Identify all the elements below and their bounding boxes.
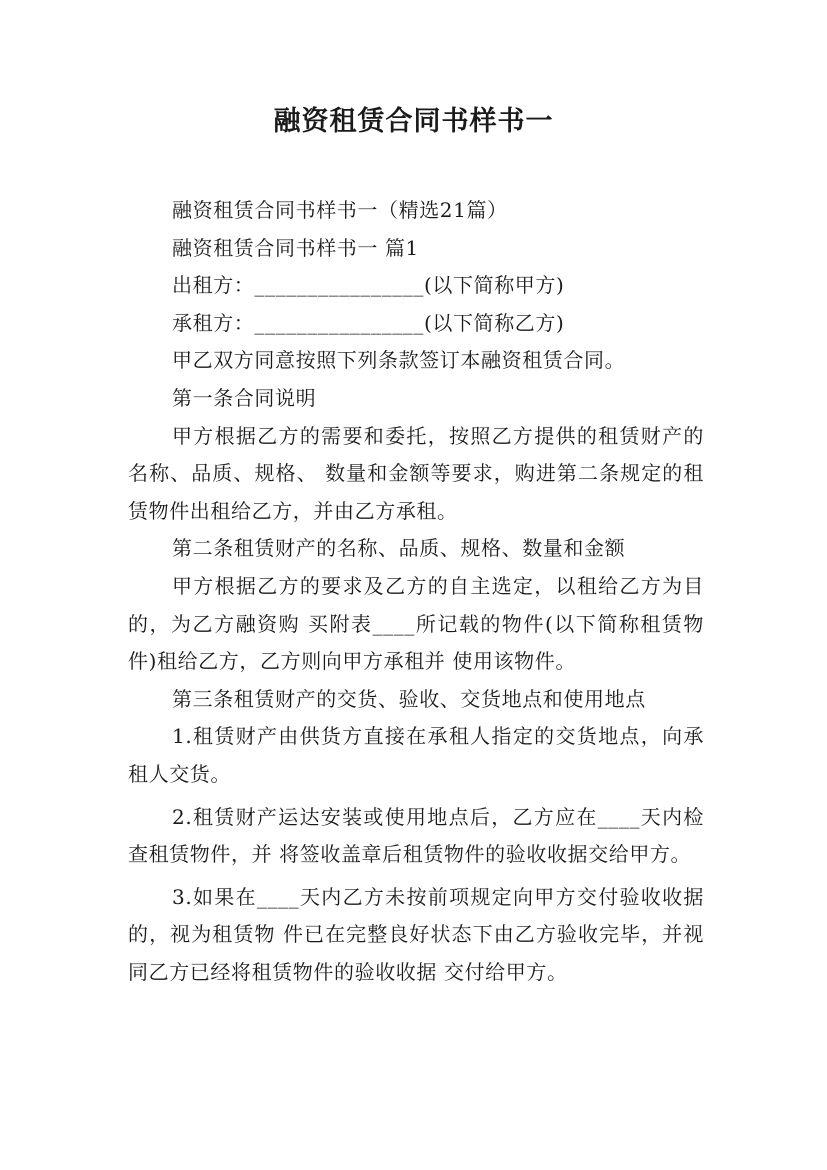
article-3-heading: 第三条租赁财产的交货、验收、交货地点和使用地点 [172,686,646,711]
document-title: 融资租赁合同书样书一 [273,106,554,137]
paragraph-lessee: 承租方：________________(以下简称乙方) [172,310,565,335]
article-2-heading: 第二条租赁财产的名称、品质、规格、数量和金额 [172,536,626,561]
paragraph-subtitle: 融资租赁合同书样书一（精选21篇） [172,198,508,222]
article-3-item-1: 1.租赁财产由供货方直接在承租人指定的交货地点，向承租人交货。 [128,724,704,786]
paragraph-lessor: 出租方：________________(以下简称甲方) [172,273,565,298]
paragraph-agreement: 甲乙双方同意按照下列条款签订本融资租赁合同。 [172,348,626,373]
article-3-item-2: 2.租赁财产运达安装或使用地点后，乙方应在____天内检查租赁物件，并 将签收盖章后租赁物件的验收收据交给甲方。 [128,804,704,867]
article-2-body: 甲方根据乙方的要求及乙方的自主选定，以租给乙方为目的，为乙方融资购 买附表____所记载的物件(以下简称租赁物件)租给乙方，乙方则向甲方承租并 使用该物件。 [128,573,704,674]
paragraph-part-heading: 融资租赁合同书样书一 篇1 [172,235,419,260]
article-1-heading: 第一条合同说明 [172,385,317,410]
document-body [128,192,704,991]
article-3-item-3: 3.如果在____天内乙方未按前项规定向甲方交付验收收据的，视为租赁物 件已在完整良好状态下由乙方验收完毕，并视同乙方已经将租赁物件的验收收据 交付给甲方。 [128,884,704,984]
article-1-body: 甲方根据乙方的需要和委托，按照乙方提供的租赁财产的名称、品质、规格、 数量和金额等要求，购进第二条规定的租赁物件出租给乙方，并由乙方承租。 [128,423,704,523]
